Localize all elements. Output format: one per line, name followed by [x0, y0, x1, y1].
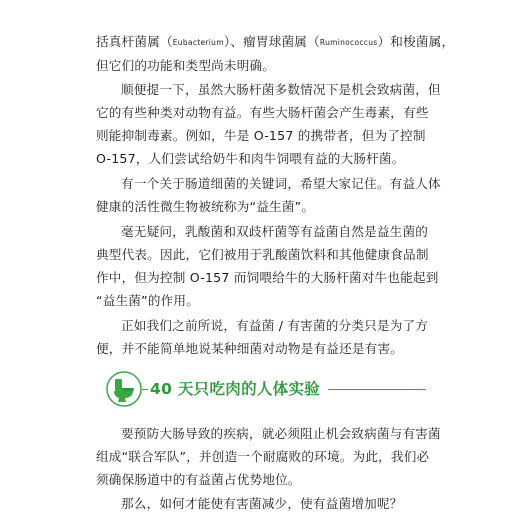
text-line: 则能抑制毒素。例如，牛是 O-157 的携带者，但为了控制: [96, 128, 426, 143]
paragraph-4: [96, 220, 439, 312]
latin-term: Ruminococcus: [319, 38, 378, 47]
text-line: 健康的活性微生物被统称为“益生菌”。: [96, 199, 315, 214]
text-line: [96, 30, 455, 54]
latin-term: Eubacterium: [172, 38, 224, 47]
paragraph-1: [96, 30, 455, 77]
text-run: ）和梭菌属，: [377, 34, 455, 49]
paragraph-6: [96, 422, 441, 491]
text-line: 它的有些种类对动物有益。有些大肠杆菌会产生毒素，有些: [96, 105, 429, 120]
paragraph-3: [96, 172, 441, 218]
text-line: 那么，如何才能使有害菌减少，使有益菌增加呢？: [121, 496, 403, 511]
text-line: 正如我们之前所说，有益菌 / 有害菌的分类只是为了方: [121, 318, 429, 333]
toilet-icon: [106, 371, 142, 407]
section-heading: [96, 360, 426, 418]
text-line: 作中，但为控制 O-157 而饲喂给牛的大肠杆菌对牛也能起到: [96, 270, 439, 285]
text-line: 顺便提一下，虽然大肠杆菌多数情况下是机会致病菌，但: [121, 82, 441, 97]
text-line: 要预防大肠导致的疾病，就必须阻止机会致病菌与有害菌: [121, 426, 441, 441]
text-line: 便，并不能简单地说某种细菌对动物是有益还是有害。: [96, 341, 404, 356]
section-title: 40 天只吃肉的人体实验: [148, 375, 328, 403]
text-run: 括真杆菌属（: [96, 34, 173, 49]
paragraph-2: [96, 78, 441, 170]
paragraph-5: [96, 314, 429, 360]
text-line: 有一个关于肠道细菌的关键词，希望大家记住。有益人体: [121, 176, 441, 191]
text-line: 毫无疑问，乳酸菌和双歧杆菌等有益菌自然是益生菌的: [121, 224, 429, 239]
text-line: 典型代表。因此，它们被用于乳酸菌饮料和其他健康食品制: [96, 247, 429, 262]
text-run: ）、瘤胃球菌属（: [223, 34, 320, 49]
text-line: 须确保肠道中的有益菌占优势地位。: [96, 472, 301, 487]
paragraph-7: [96, 492, 418, 515]
text-line: O-157，人们尝试给奶牛和肉牛饲喂有益的大肠杆菌。: [96, 151, 405, 166]
text-line: 但它们的功能和类型尚未明确。: [96, 58, 276, 73]
text-line: “益生菌”的作用。: [96, 293, 200, 308]
text-line: 组成“联合军队”，并创造一个耐腐败的环境。为此，我们必: [96, 449, 430, 464]
